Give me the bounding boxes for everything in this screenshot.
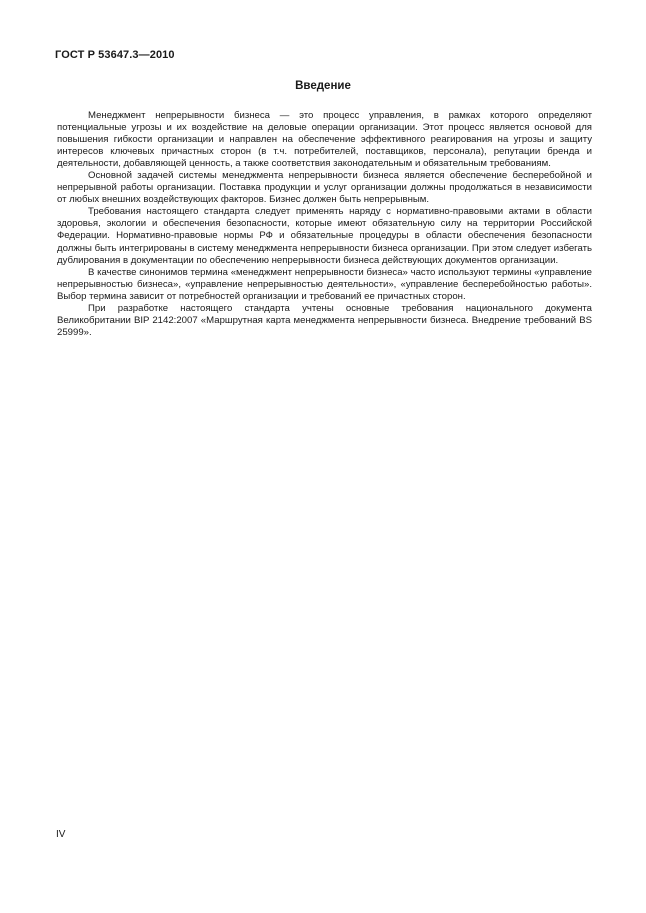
- section-title: Введение: [295, 80, 351, 92]
- paragraph: Менеджмент непрерывности бизнеса — это процесс управления, в рамках которого определяют потенциальные угрозы и их воздействие на деловые операции организации. Этот процесс является основой для повышения гибкости организации и направлен на обеспечение эффективного реагирования на угрозы и защиту интересов ключевых причастных сторон (в т.ч. потребителей, поставщиков, персонала), репутации бренда и деятельности, добавляющей ценность, а также соответствия законодательным и обязательным требованиям.: [57, 110, 592, 170]
- paragraph: Основной задачей системы менеджмента непрерывности бизнеса является обеспечение бесперебойной и непрерывной работы организации. Поставка продукции и услуг организации должны продолжаться в независимости от любых внешних воздействующих факторов. Бизнес должен быть непрерывным.: [57, 170, 592, 206]
- paragraph: Требования настоящего стандарта следует применять наряду с нормативно-правовыми актами в области здоровья, экологии и обеспечения безопасности, которые имеют обязательную силу на территории Российской Федерации. Нормативно-правовые нормы РФ и обязательные процедуры в области обеспечения безопасности должны быть интегрированы в систему менеджмента непрерывности бизнеса организации. При этом следует избегать дублирования в документации по обеспечению непрерывности бизнеса действующих документов организации.: [57, 206, 592, 266]
- document-header: ГОСТ Р 53647.3—2010: [55, 49, 175, 61]
- document-body: [57, 110, 592, 339]
- page-number: IV: [56, 829, 66, 840]
- paragraph: При разработке настоящего стандарта учтены основные требования национального документа Великобритании BIP 2142:2007 «Маршрутная карта менеджмента непрерывности бизнеса. Внедрение требований BS 25999».: [57, 302, 592, 338]
- paragraph: В качестве синонимов термина «менеджмент непрерывности бизнеса» часто используют термины «управление непрерывностью бизнеса», «управление непрерывностью деятельности», «управление бесперебойностью работы». Выбор термина зависит от потребностей организации и требований ее причастных сторон.: [57, 266, 592, 302]
